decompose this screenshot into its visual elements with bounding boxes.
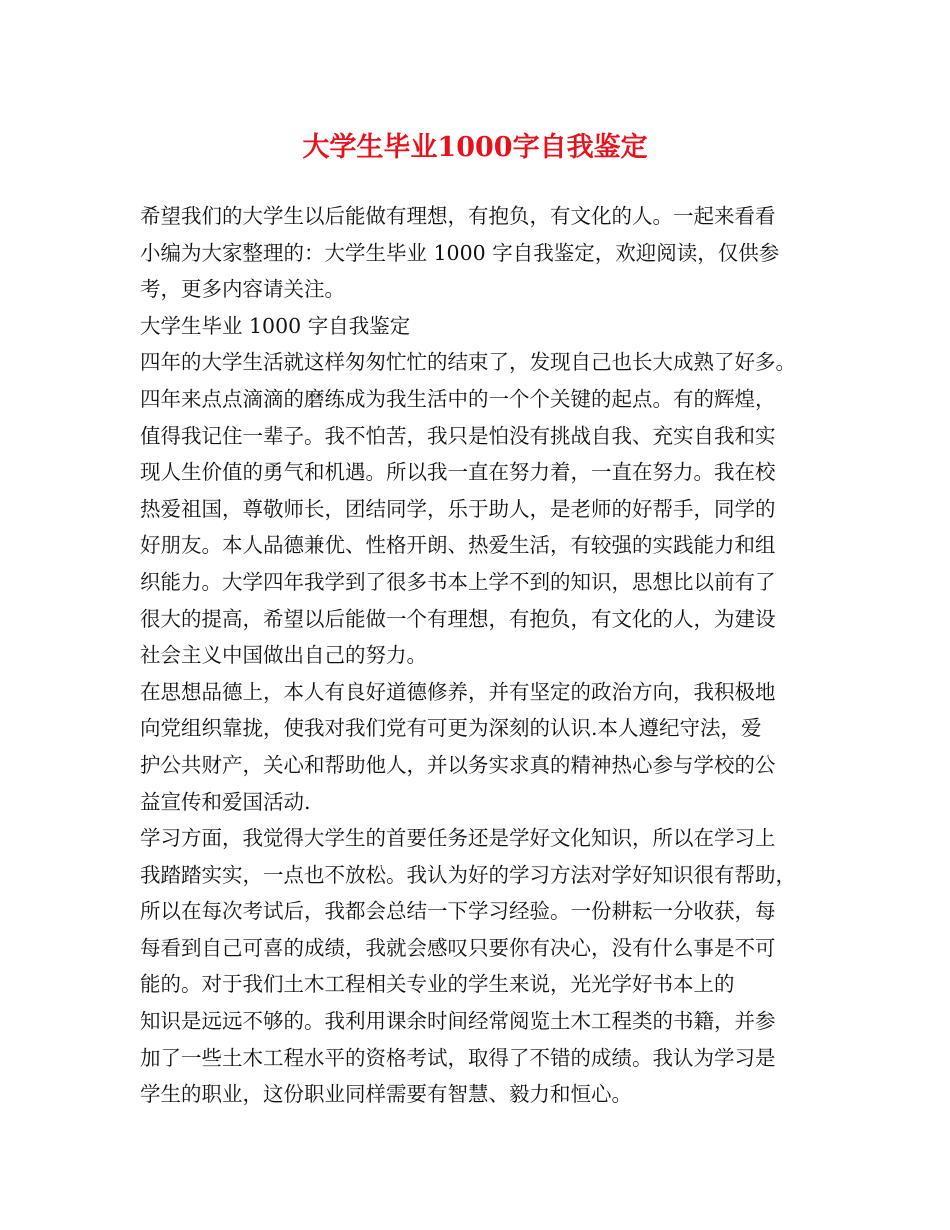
document-title: 大学生毕业1000字自我鉴定 [302, 132, 648, 163]
body-line: 社会主义中国做出自己的努力。 [140, 643, 427, 668]
body-line: 好朋友。本人品德兼优、性格开朗、热爱生活，有较强的实践能力和组 [140, 533, 776, 558]
body-line: 考，更多内容请关注。 [140, 277, 345, 302]
body-line: 现人生价值的勇气和机遇。所以我一直在努力着，一直在努力。我在校 [140, 460, 776, 485]
body-line: 织能力。大学四年我学到了很多书本上学不到的知识，思想比以前有了 [140, 569, 776, 594]
document-body [140, 198, 840, 1113]
body-line: 护公共财产，关心和帮助他人，并以务实求真的精神热心参与学校的公 [140, 752, 776, 777]
body-line: 向党组织靠拢，使我对我们党有可更为深刻的认识.本人遵纪守法，爱 [140, 716, 762, 741]
body-line: 小编为大家整理的：大学生毕业 1000 字自我鉴定，欢迎阅读，仅供参 [140, 240, 780, 265]
body-line: 每看到自己可喜的成绩，我就会感叹只要你有决心，没有什么事是不可 [140, 935, 776, 960]
body-line: 四年的大学生活就这样匆匆忙忙的结束了，发现自己也长大成熟了好多。 [140, 350, 796, 375]
body-line: 我踏踏实实，一点也不放松。我认为好的学习方法对学好知识很有帮助， [140, 862, 796, 887]
body-line: 能的。对于我们土木工程相关专业的学生来说，光光学好书本上的 [140, 972, 735, 997]
body-line: 希望我们的大学生以后能做有理想，有抱负，有文化的人。一起来看看 [140, 204, 776, 228]
body-line: 在思想品德上，本人有良好道德修养，并有坚定的政治方向，我积极地 [140, 679, 776, 704]
body-line: 益宣传和爱国活动. [140, 789, 311, 814]
body-line: 学习方面，我觉得大学生的首要任务还是学好文化知识，所以在学习上 [140, 826, 776, 851]
body-line: 加了一些土木工程水平的资格考试，取得了不错的成绩。我认为学习是 [140, 1045, 776, 1070]
body-line: 学生的职业，这份职业同样需要有智慧、毅力和恒心。 [140, 1082, 632, 1107]
body-line: 所以在每次考试后，我都会总结一下学习经验。一份耕耘一分收获，每 [140, 899, 776, 924]
section-heading-line: 大学生毕业 1000 字自我鉴定 [140, 313, 411, 338]
body-line: 很大的提高，希望以后能做一个有理想，有抱负，有文化的人，为建设 [140, 606, 776, 631]
body-line: 四年来点点滴滴的磨练成为我生活中的一个个关键的起点。有的辉煌， [140, 386, 776, 411]
body-line: 知识是远远不够的。我利用课余时间经常阅览土木工程类的书籍，并参 [140, 1009, 776, 1034]
body-line: 热爱祖国，尊敬师长，团结同学，乐于助人，是老师的好帮手，同学的 [140, 496, 776, 521]
body-line: 值得我记住一辈子。我不怕苦，我只是怕没有挑战自我、充实自我和实 [140, 423, 776, 448]
